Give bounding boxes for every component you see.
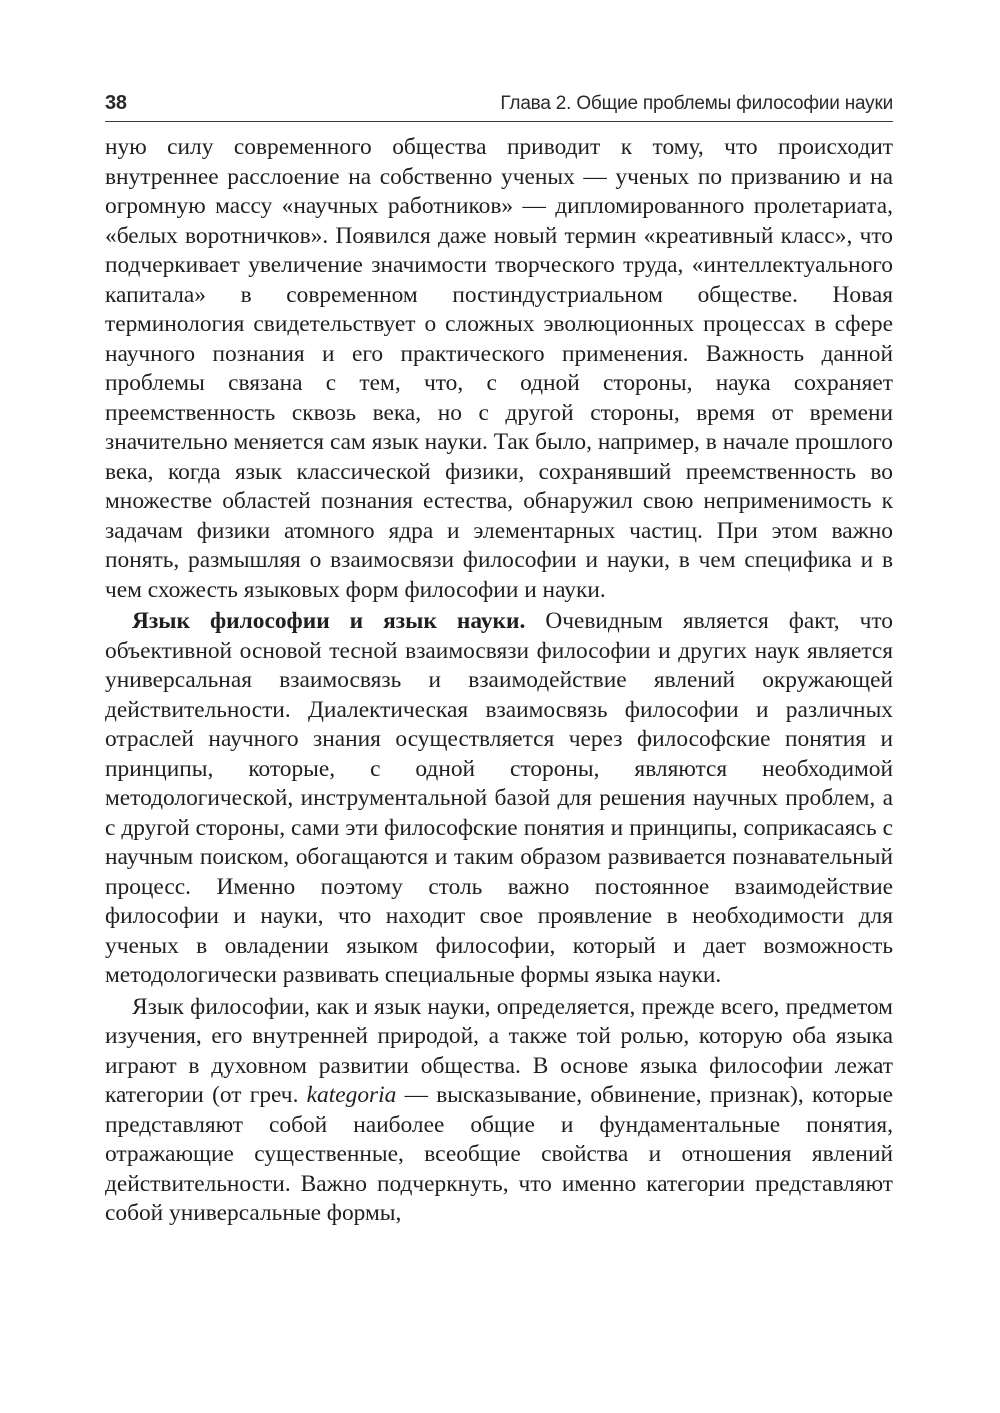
paragraph-body: — высказывание, обвинение, признак), которые представляют собой наиболее общие и фундаментальные понятия, отражающие существенные, всеобщие свойства и отношения явлений действительности. Важно подчеркнуть, что именно категории представляют собой универсальные формы, [105,1082,893,1226]
page-number: 38 [105,92,127,114]
paragraph-body: Язык философии, как и язык науки, определяется, прежде всего, предметом изучения, его внутренней природой, а также той ролью, которую оба языка играют в духовном развитии общества. В основе языка философии лежат категории (от греч. [105,993,893,1108]
greek-term: kategoria [306,1082,397,1108]
body-text [105,133,893,1229]
book-page [105,92,893,1229]
chapter-title: Глава 2. Общие проблемы философии науки [500,93,893,114]
paragraph-categories [105,993,893,1229]
paragraph-language-of-philosophy [105,607,893,991]
paragraph-body: Очевидным является факт, что объективной основой тесной взаимосвязи философии и других наук является универсальная взаимосвязь и взаимодействие явлений окружающей действительности. Диалектическая взаимосвязь философии и различных отраслей научного знания осуществляется через философские понятия и принципы, которые, с одной стороны, являются необходимой методологической, инструментальной базой для решения научных проблем, а с другой стороны, сами эти философские понятия и принципы, соприкасаясь с научным поиском, обогащаются и таким образом развивается познавательный процесс. Именно поэтому столь важно постоянное взаимодействие философии и науки, что находит свое проявление в необходимости для ученых в овладении языком философии, который и дает возможность методологически развивать специальные формы языка науки. [105,608,893,988]
running-header [105,92,893,122]
section-run-in-heading: Язык философии и язык науки. [132,608,526,634]
paragraph-continuation: ную силу современного общества приводит к тому, что происходит внутреннее расслоение на собственно ученых — ученых по призванию и на огромную массу «научных работников» — дипломированного пролетариата, «белых воротничков». Появился даже новый термин «креативный класс», что подчеркивает увеличение значимости творческого труда, «интеллектуального капитала» в современном постиндустриальном обществе. Новая терминология свидетельствует о сложных эволюционных процессах в сфере научного познания и его практического применения. Важность данной проблемы связана с тем, что, с одной стороны, наука сохраняет преемственность сквозь века, но с другой стороны, время от времени значительно меняется сам язык науки. Так было, например, в начале прошлого века, когда язык классической физики, сохранявший преемственность во множестве областей познания естества, обнаружил свою неприменимость к задачам физики атомного ядра и элементарных частиц. При этом важно понять, размышляя о взаимосвязи философии и науки, в чем специфика и в чем схожесть языковых форм философии и науки. [105,134,893,603]
